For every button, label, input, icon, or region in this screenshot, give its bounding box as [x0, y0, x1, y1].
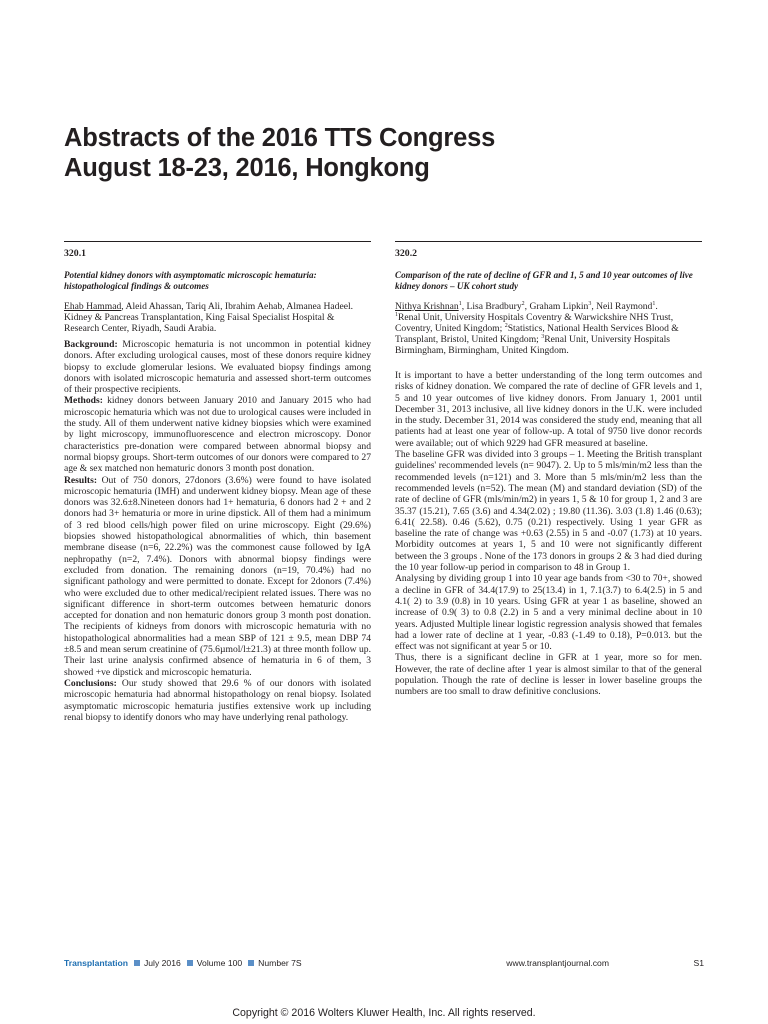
column-divider [395, 241, 702, 242]
journal-name: Transplantation [64, 958, 128, 968]
section-heading: Results: [64, 474, 98, 486]
affiliation-marker: 1 [395, 311, 398, 318]
body-paragraph: The baseline GFR was divided into 3 groups – 1. Meeting the British transplant guidelines' recommended levels (n= 9047). 2. Up to 5 mls/min/m2 less than the recommended levels (n=121) and 3. More than 5 mls/min/m2 less than the recommended levels (n=52). The mean (M) and standard deviation (SD) of the rate of decline of GFR (mls/min/m2) in years 1, 5 & 10 for group 1, 2 and 3 are 35.37 (15.21), 7.65 (3.6) and 4.34(2.02) ; 19.80 (11.36). 3.03 (1.8) 1.46 (0.63); 6.41( 22.58). 0.46 (5.62), 0.75 (0.21) respectively. Using 1 year GFR as baseline the rate of change was +0.63 (2.55) in 5 and -0.07 (1.73) at 10 years. Morbidity outcomes at years 1, 5 and 10 were not significantly different between the 3 groups . None of the 173 donors in groups 2 & 3 had died during the 10 year follow-up period in comparison to 48 in Group 1. [395, 449, 702, 574]
co-author: , Graham Lipkin [524, 301, 589, 312]
body-paragraph: Analysing by dividing group 1 into 10 year age bands from <30 to 70+, showed a decline in GFR of 34.4(17.9) to 25(13.4) in 1, 7.1(3.7) to 6.4(2.5) in 5 and 4.1( 2) to 3.9 (0.8) in 10 years. Using GFR at year 1 as baseline, showed an increase of 0.9( 3) to 0.8 (2.2) in 5 and a very minimal decline about in 10 years. Adjusted Multiple linear logistic regression analysis showed that females had a lower rate of decline at 1 year, -0.83 (-1.49 to 0.18), P=0.013. but the effect was not significant at year 5 or 10. [395, 573, 702, 653]
title-line-1: Abstracts of the 2016 TTS Congress [64, 124, 496, 152]
section-text: Microscopic hematuria is not uncommon in potential kidney donors. After excluding urological causes, most of these donors require kidney biopsy to exclude glomerular lesions. We evaluated biopsy findings among donors with isolated microscopic hematuria and assessed short-term outcomes of their prospective recipients. [64, 339, 371, 396]
issue-number: Number 7S [258, 958, 302, 968]
section-heading: Methods: [64, 395, 103, 407]
affiliation [395, 312, 702, 356]
affiliation-marker: 3 [588, 300, 592, 307]
body-paragraph: It is important to have a better understanding of the long term outcomes and risks of kidney donation. We compared the rate of decline of GFR levels and 1, 5 and 10 year outcomes of live kidney donors. From January 1, 2001 until December 31, 2013 inclusive, all live kidney donors in the U.K. were included in the study. December 31, 2014 was considered the study end, meaning that all patients had at least one year of follow-up. A total of 9750 live donor records were available; out of which 9229 had GFR measured at baseline. [395, 370, 702, 449]
section-text: kidney donors between January 2010 and January 2015 who had microscopic hematuria which was not due to urological causes were included in the study. All of them underwent native kidney biopsies which were examined by light microscopy, immunofluorescence and electron microscopy. Donor characteristics pre-donation were compared between abnormal biopsy and normal biopsy groups. Short-term outcomes of our donors were compared to 27 age & sex matched non hematuric donors 3 month post donation. [64, 395, 371, 475]
methods-section [64, 395, 371, 474]
section-heading: Background: [64, 339, 118, 350]
co-author: , Neil Raymond [591, 301, 653, 312]
results-section [64, 475, 371, 678]
abstract-320-1 [64, 241, 371, 723]
journal-url[interactable]: www.transplantjournal.com [506, 958, 609, 968]
affiliation-text: Renal Unit, University Hospitals Coventry & Warwickshire NHS Trust, Coventry, United Kingdom; [395, 312, 674, 334]
page-footer [64, 958, 704, 972]
affiliation-marker: 2 [521, 300, 525, 307]
column-divider [64, 241, 371, 242]
body-paragraph: Thus, there is a significant decline in GFR at 1 year, more so for men. However, the rate of decline after 1 year is almost similar to that of the general population. Though the rate of decline is lesser in lower baseline groups the numbers are too small to draw definitive conclusions. [395, 652, 702, 698]
abstract-title: Comparison of the rate of decline of GFR and 1, 5 and 10 year outcomes of live kidney donors – UK cohort study [395, 270, 693, 291]
author-list [395, 301, 702, 312]
presenting-author: Ehab Hammad [64, 301, 122, 312]
affiliation-marker: 3 [541, 333, 545, 340]
abstract-320-2 [395, 241, 702, 698]
abstract-body [395, 370, 702, 698]
affiliation-text: Renal Unit, University Hospitals Birmingham, Birmingham, United Kingdom. [395, 334, 671, 356]
co-authors: , Aleid Ahassan, Tariq Ali, Ibrahim Aehab, Almanea Hadeel. [121, 301, 354, 312]
issue-date: July 2016 [143, 958, 181, 968]
bullet-square-icon [134, 960, 140, 966]
affiliation-marker: 1 [458, 300, 462, 307]
bullet-square-icon [187, 960, 193, 966]
copyright-notice: Copyright © 2016 Wolters Kluwer Health, Inc. All rights reserved. [232, 1007, 536, 1019]
affiliation-text: Statistics, National Health Services Blood & Transplant, Bristol, United Kingdom; [395, 323, 679, 345]
bullet-square-icon [248, 960, 254, 966]
section-text: Out of 750 donors, 27donors (3.6%) were found to have isolated microscopic hematuria (IMH) and underwent kidney biopsy. Mean age of these donors was 32.6±8.Nineteen donors had 1+ hematuria, 6 donors had 2 + and 2 donors had 3+ hematuria or more in urine dipstick. All of them had a minimum of 3 red blood cells/high power filed on urine microscopy. Eight (29.6%) biopsies showed histopathological abnormalities of which, thin basement membrane disease (n=6, 22.2%) was the commonest cause followed by IgA nephropathy (n=2, 7.4%). Donors with abnormal biopsy findings were excluded from donation. The remaining donors (n=19, 70.4%) had no significant pathology and were permitted to donate. Except for 2donors (7.4%) who were excluded due to other medical/recipient related issues. There was no significant difference in short-term outcomes between hematuric donors accepted for donation and non hematuric donors group 3 month post donation. The recipients of kidneys from donors with microscopic hematuria with no histopathological abnormalities had a mean SBP of 121 ± 9.5, mean DBP 74 ±8.5 and mean serum creatinine of (75.6µmol/l±21.3) at three month follow up. Their last urine analysis confirmed absence of hematuria in 6 of them, 3 showed +ve dipstick and microscopic hematuria. [64, 474, 371, 678]
author-list-end: . [655, 301, 658, 312]
page-title [64, 123, 724, 183]
conclusions-section [64, 678, 371, 723]
abstract-body [64, 339, 371, 723]
page-number: S1 [693, 958, 704, 968]
volume: Volume 100 [196, 958, 243, 968]
affiliation-marker: 1 [652, 300, 656, 307]
affiliation-marker: 2 [504, 322, 508, 329]
section-text: Our study showed that 29.6 % of our donors with isolated microscopic hematuria had abnormal histopathology on renal biopsy. Isolated asymptomatic microscopic hematuria justifies extensive work up including renal biopsy to identify donors who may have underlying renal pathology. [64, 677, 371, 723]
section-heading: Conclusions: [64, 677, 117, 689]
author-list [64, 301, 371, 312]
co-author: , Lisa Bradbury [461, 301, 522, 312]
title-line-2: August 18-23, 2016, Hongkong [64, 154, 430, 182]
abstract-title: Potential kidney donors with asymptomatic microscopic hematuria: histopathological findings & outcomes [64, 270, 317, 291]
abstract-number: 320.1 [64, 248, 87, 259]
presenting-author: Nithya Krishnan [395, 301, 459, 312]
abstract-number: 320.2 [395, 248, 418, 259]
affiliation: Kidney & Pancreas Transplantation, King Faisal Specialist Hospital & Research Center, Riyadh, Saudi Arabia. [64, 312, 335, 334]
background-section [64, 339, 371, 395]
